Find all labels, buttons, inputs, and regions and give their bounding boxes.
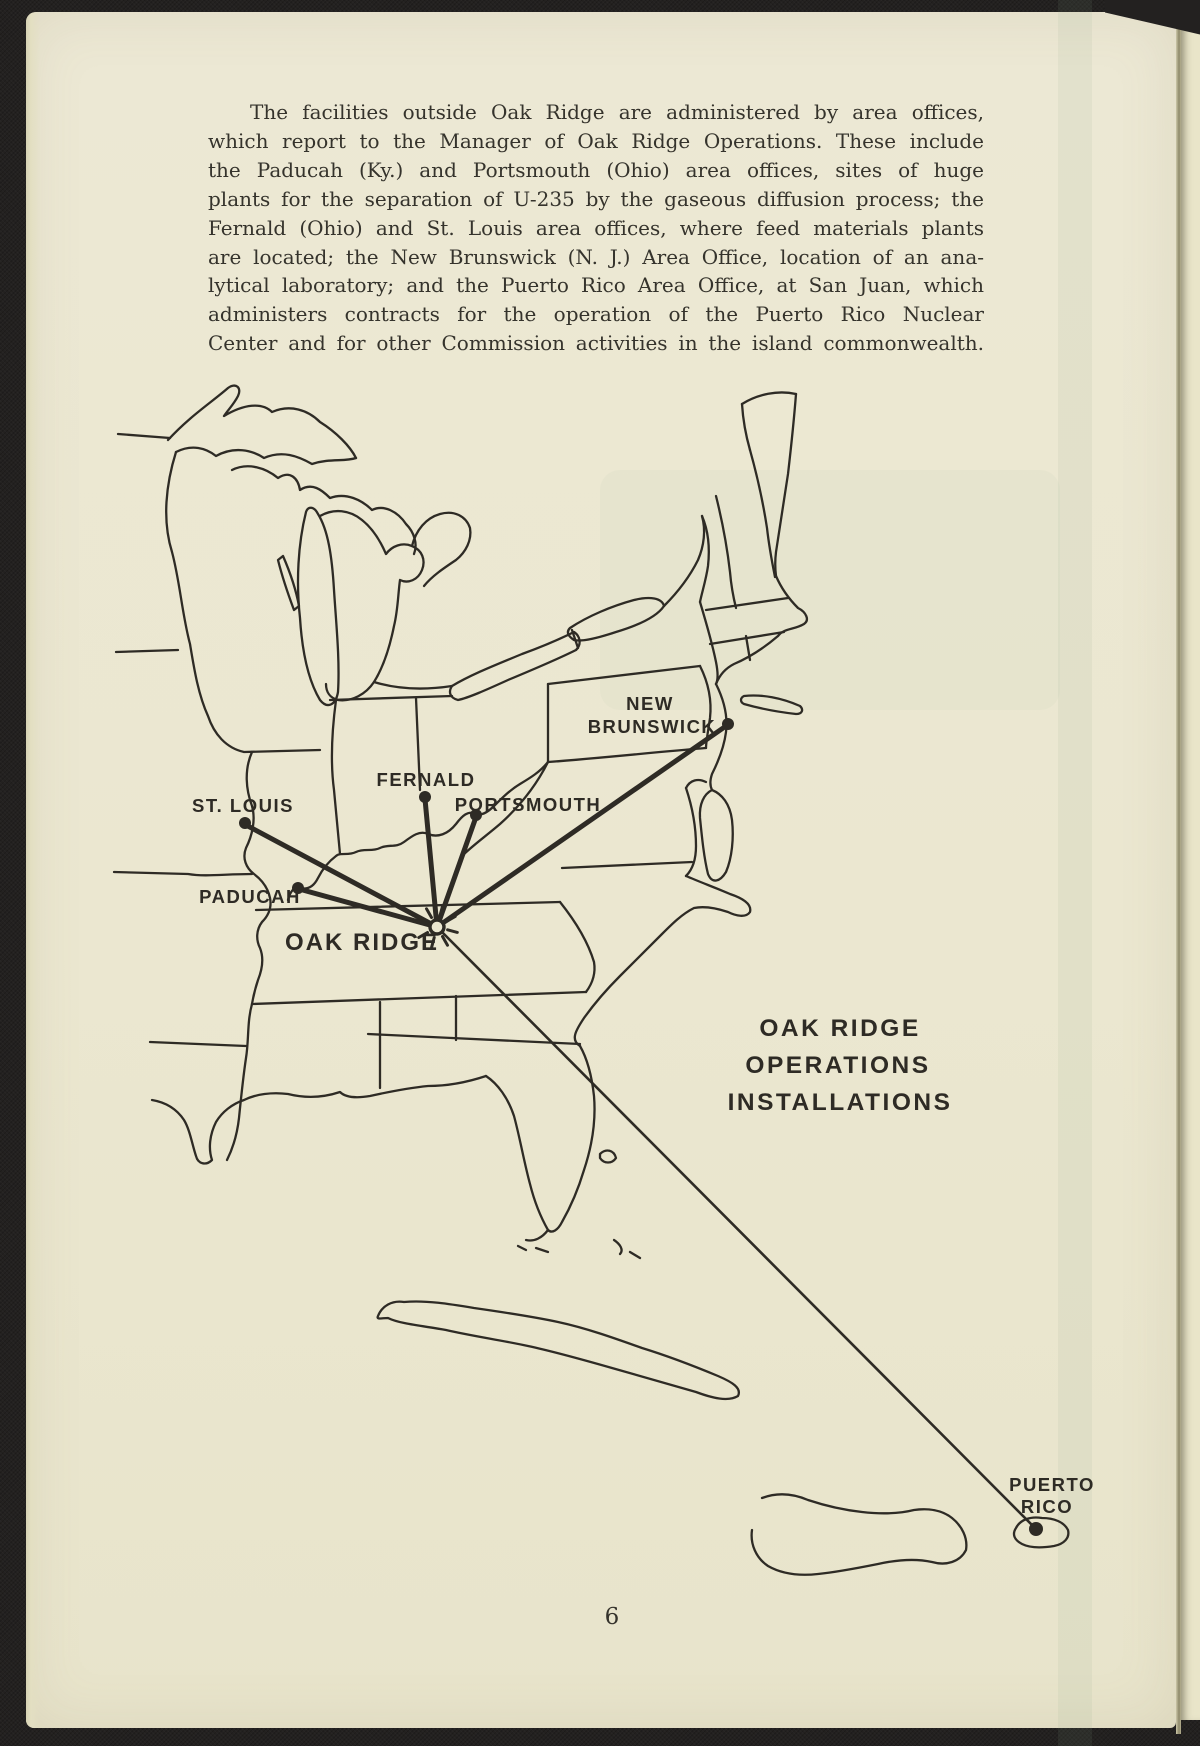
st-louis-dot	[239, 817, 251, 829]
page-number: 6	[604, 1604, 620, 1630]
fernald-dot	[419, 791, 431, 803]
wisconsin-outline	[166, 452, 320, 752]
lake-michigan	[298, 508, 339, 705]
line-oakridge-puertorico	[437, 927, 1034, 1527]
map-title-line2: OPERATIONS	[745, 1052, 931, 1079]
paragraph-line: Fernald (Ohio) and St. Louis area offices, where feed materials plants	[208, 215, 984, 240]
south-atlantic-coast	[575, 876, 750, 1046]
virginia-nc-border	[562, 862, 692, 868]
new-england-coast	[716, 576, 807, 684]
paragraph-line: The facilities outside Oak Ridge are administered by area offices,	[250, 100, 984, 124]
florida-east-coast	[548, 1046, 595, 1232]
vermont-nh-border	[716, 496, 736, 608]
map-edge-fragment	[150, 1042, 246, 1046]
next-page-edge	[1181, 26, 1200, 1720]
nh-maine-border	[750, 450, 775, 577]
map-edge-fragment	[114, 872, 252, 875]
chesapeake-bay-head	[686, 780, 706, 788]
paragraph-line: Center and for other Commission activities in the island commonwealth.	[208, 331, 984, 356]
new-brunswick-label-line2: BRUNSWICK	[587, 716, 717, 737]
florida-keys	[518, 1230, 548, 1252]
paragraph-line: lytical laboratory; and the Puerto Rico Area Office, at San Juan, which	[208, 273, 984, 298]
green-bay-sliver	[278, 556, 299, 610]
puerto-rico-label-line2: RICO	[1020, 1496, 1074, 1517]
lake-superior-south-shore	[176, 448, 356, 464]
oak-ridge-label: OAK RIDGE	[284, 929, 440, 956]
lake-ontario	[568, 598, 664, 641]
long-island	[741, 695, 802, 714]
st-louis-label: ST. LOUIS	[192, 795, 294, 816]
map-title-line3: INSTALLATIONS	[727, 1089, 953, 1116]
mississippi-river-upper	[244, 752, 270, 1004]
line-oakridge-stlouis	[246, 825, 437, 927]
georgia-florida-border	[452, 1038, 580, 1044]
puerto-rico-dot	[1029, 1522, 1043, 1536]
tennessee-south-border	[252, 992, 586, 1004]
delmarva-peninsula	[700, 790, 733, 881]
map-title-line1: OAK RIDGE	[759, 1015, 921, 1042]
tennessee-east-border	[560, 902, 595, 992]
michigan-south-border	[330, 696, 452, 700]
fernald-label: FERNALD	[376, 769, 476, 790]
puerto-rico-label-line1: PUERTO	[1009, 1474, 1095, 1495]
massachusetts-north-border	[706, 598, 788, 610]
michigan-upper-peninsula	[232, 466, 416, 554]
hispaniola-island	[752, 1494, 967, 1574]
small-islet	[630, 1252, 640, 1258]
illinois-indiana-border	[332, 700, 340, 854]
maine-west-border	[742, 404, 750, 450]
new-york-north-border	[664, 516, 704, 606]
new-brunswick-label-line1: NEW	[626, 693, 674, 714]
new-brunswick-dot	[722, 718, 734, 730]
pennsylvania-north-border	[548, 666, 700, 684]
small-islet	[614, 1240, 622, 1254]
maine-coast	[775, 394, 796, 576]
florida-west-coast	[486, 1076, 548, 1230]
paragraph-line: the Paducah (Ky.) and Portsmouth (Ohio) area offices, sites of huge	[208, 157, 984, 182]
bahamas-islet	[600, 1151, 616, 1163]
cuba-island	[378, 1301, 739, 1399]
portsmouth-label: PORTSMOUTH	[454, 794, 602, 815]
map-edge-fragment	[118, 434, 170, 438]
paragraph-line: which report to the Manager of Oak Ridge Operations. These include	[208, 128, 984, 153]
line-oakridge-newbrunswick	[437, 726, 726, 927]
paragraph-line: are located; the New Brunswick (N. J.) Area Office, location of an ana-	[208, 244, 984, 269]
lake-erie	[450, 632, 580, 700]
mississippi-river-lower	[227, 1004, 252, 1160]
paragraph-line: plants for the separation of U-235 by the gaseous diffusion process; the	[208, 186, 984, 211]
lake-stclair-shore	[374, 682, 452, 689]
paducah-label: PADUCAH	[199, 886, 301, 907]
gulf-coast	[152, 1076, 486, 1163]
map-edge-fragment	[116, 650, 178, 652]
paragraph-line: administers contracts for the operation of the Puerto Rico Nuclear	[208, 302, 984, 327]
lake-huron	[412, 513, 470, 586]
maine-north-cut	[742, 392, 796, 404]
